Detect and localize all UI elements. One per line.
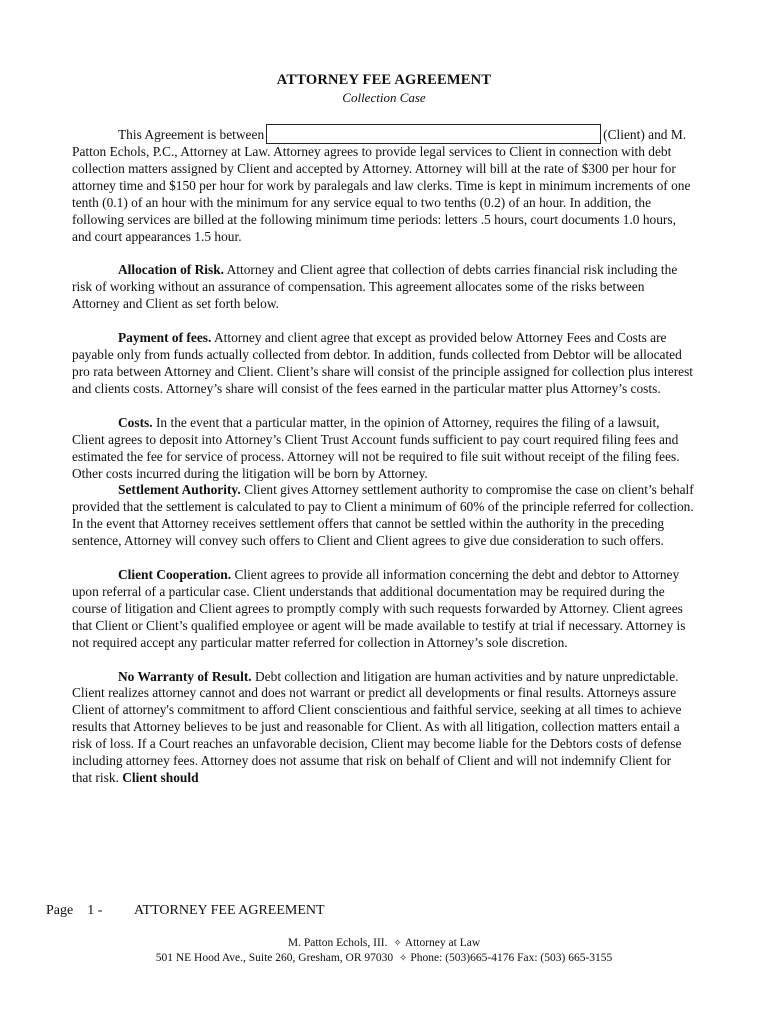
page-label: Page xyxy=(46,903,74,918)
document-body xyxy=(72,124,694,787)
section-text: Debt collection and litigation are human activities and by nature unpredictable. Client realizes attorney cannot and does not warrant or predict all developments or final results. Attorneys assure Client of attorney's commitment to afford Client conscientious and faithful service, seeking at all times to achieve results that Attorney believes to be just and reasonable for Client. As with all litigation, collection matters entail a risk of loss. If a Court reaches an unfavorable decision, Client may become liable for the Debtors costs of defense including attorney fees. Attorney does not assume that risk on behalf of Client and will not indemnify Client for that risk. xyxy=(72,668,682,785)
firm-address: 501 NE Hood Ave., Suite 260, Gresham, OR 97030 xyxy=(155,952,394,964)
section-heading: Costs. xyxy=(118,414,153,430)
page-number: 1 - xyxy=(87,903,103,918)
section-allocation-of-risk xyxy=(72,262,694,313)
section-heading: No Warranty of Result. xyxy=(118,668,252,684)
firm-title: Attorney at Law xyxy=(404,937,481,949)
section-heading: Payment of fees. xyxy=(118,330,212,346)
section-costs xyxy=(72,415,694,483)
document-subtitle: Collection Case xyxy=(342,90,426,105)
firm-name: M. Patton Echols, III. xyxy=(287,937,388,949)
section-text: Client gives Attorney settlement authority to compromise the case on client’s behalf provided that the settlement is calculated to pay to Client a minimum of 60% of the principle referred for collection. In the event that Attorney receives settlement offers that cannot be settled within the authority in the preceding sentence, Attorney will convey such offers to Client and Client agrees to give due consideration to such offers. xyxy=(72,482,694,549)
page-footer xyxy=(46,903,325,919)
document-title: ATTORNEY FEE AGREEMENT xyxy=(276,72,492,88)
section-heading: Settlement Authority. xyxy=(118,482,241,498)
intro-paragraph xyxy=(72,124,694,245)
section-text: Client agrees to provide all information concerning the debt and debtor to Attorney upon referral of a particular case. Client understands that additional documentation may be required during the course of litigation and Client agrees to promptly comply with such requests forwarded by Attorney. Client agrees that Client or Client’s qualified employee or agent will be made available to testify at trial if necessary. Attorney is not required accept any particular matter referred for collection in Attorney’s sole discretion. xyxy=(72,567,686,650)
firm-line xyxy=(0,937,768,949)
section-client-cooperation xyxy=(72,567,694,652)
diamond-separator-icon: ✧ xyxy=(399,953,408,964)
intro-rest: M. Patton Echols, P.C., Attorney at Law. Attorney agrees to provide legal services to Client in connection with debt collection matters assigned by Client and accepted by Attorney. Attorney will bill at the rate of $300 per hour for attorney time and $150 per hour for work by paralegals and law clerks. Time is kept in minimum increments of one tenth (0.1) of an hour with the minimum for any service equal to two tenths (0.2) of an hour. In addition, the following services are billed at the following minimum time periods: letters .5 hours, court documents 1.0 hours, and court appearances 1.5 hour. xyxy=(72,127,691,244)
footer-doc-name: ATTORNEY FEE AGREEMENT xyxy=(134,903,325,918)
section-text: Attorney and Client agree that collection of debts carries financial risk including the risk of working without an assurance of compensation. This agreement allocates some of the risks between Attorney and Client as set forth below. xyxy=(72,262,678,312)
section-trailing-bold: Client should xyxy=(122,770,199,785)
section-settlement-authority xyxy=(72,482,694,550)
section-heading: Client Cooperation. xyxy=(118,567,232,583)
client-name-field[interactable] xyxy=(266,124,601,144)
section-heading: Allocation of Risk. xyxy=(118,262,225,278)
diamond-separator-icon: ✧ xyxy=(393,938,402,949)
section-text: In the event that a particular matter, in the opinion of Attorney, requires the filing of a lawsuit, Client agrees to deposit into Attorney’s Client Trust Account funds sufficient to pay court required filing fees and estimated the fee for service of process. Attorney will not be required to file suit without receipt of the filing fees. Other costs incurred during the litigation will be born by Attorney. xyxy=(72,414,680,481)
section-text: Attorney and client agree that except as provided below Attorney Fees and Costs are payable only from funds actually collected from debtor. In addition, funds collected from Debtor will be allocated pro rata between Attorney and Client. Client’s share will consist of the principle assigned for collection plus interest and clients costs. Attorney’s share will consist of the fees earned in the particular matter plus Attorney’s costs. xyxy=(72,330,694,396)
address-line xyxy=(0,952,768,964)
intro-client-label: (Client) and xyxy=(603,127,668,142)
firm-phone-fax: Phone: (503)665-4176 Fax: (503) 665-3155 xyxy=(410,952,613,964)
intro-lead: This Agreement is between xyxy=(118,127,265,142)
section-payment-of-fees xyxy=(72,330,694,398)
section-no-warranty-of-result xyxy=(72,669,694,787)
